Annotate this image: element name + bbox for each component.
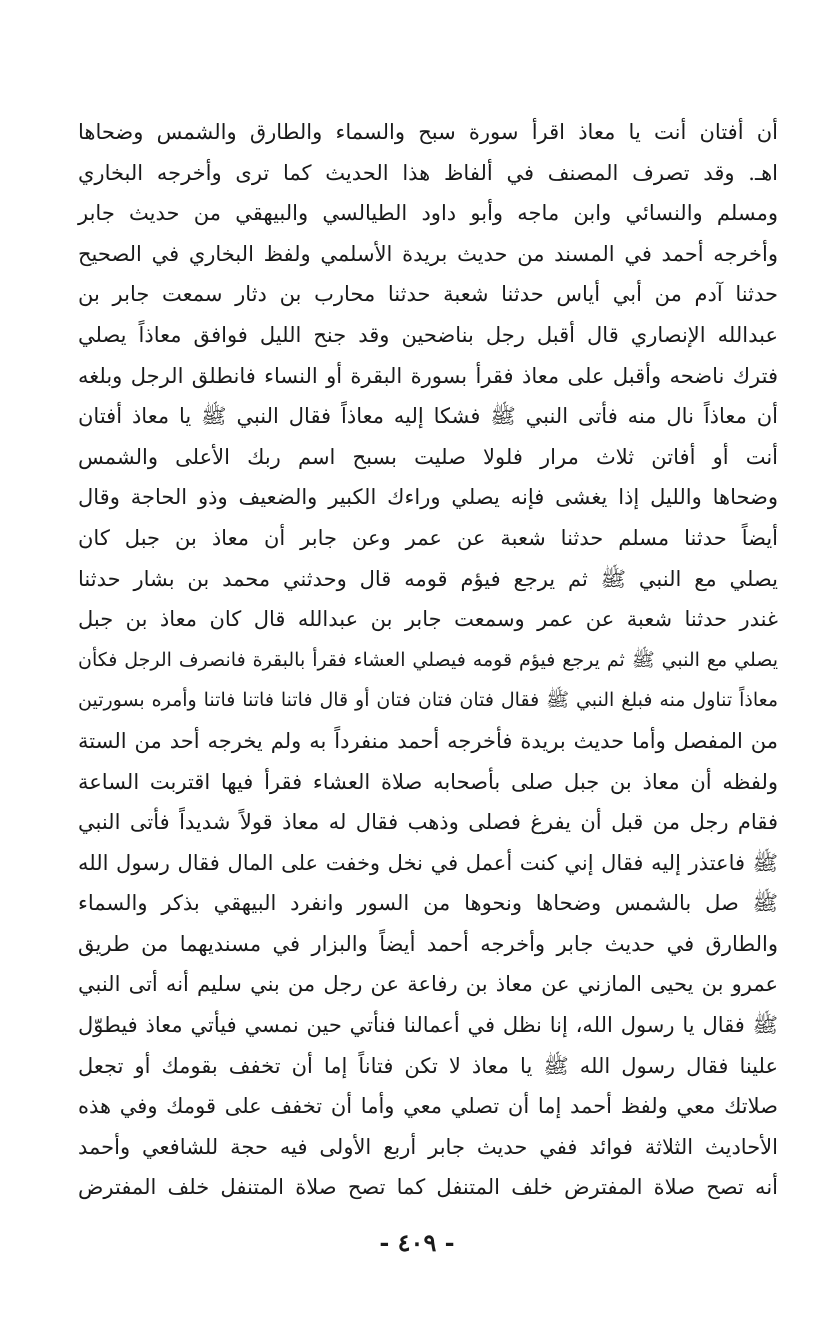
text-line: فقام رجل من قبل أن يفرغ فصلى وذهب فقال له معاذ قولاً شديداً فأتى النبي: [78, 810, 778, 835]
text-line: عمرو بن يحيى المازني عن معاذ بن رفاعة عن رجل من بني سليم أنه أتى النبي: [78, 972, 778, 997]
text-line: أيضاً حدثنا مسلم حدثنا شعبة عن عمر وعن جابر أن معاذ بن جبل كان: [78, 525, 778, 550]
text-line: من المفصل وأما حديث بريدة فأخرجه أحمد منفرداً به ولم يخرجه أحد من الستة: [78, 728, 778, 753]
text-line: ﷺ فقال يا رسول الله، إنا نظل في أعمالنا فنأتي حين نمسي فيأتي معاذ فيطوّل: [78, 1013, 778, 1038]
text-line: أن معاذاً نال منه فأتى النبي ﷺ فشكا إليه معاذاً فقال النبي ﷺ يا معاذ أفتان: [78, 404, 778, 429]
text-line: أن أفتان أنت يا معاذ اقرأ سورة سبح والسماء والطارق والشمس وضحاها: [78, 120, 778, 144]
text-line: معاذاً تناول منه فبلغ النبي ﷺ فقال فتان فتان فتان أو قال فاتنا فاتنا فاتنا وأمره بسورتين: [78, 689, 778, 712]
text-line: أنت أو أفاتن ثلاث مرار فلولا صليت بسبح اسم ربك الأعلى والشمس: [78, 444, 778, 469]
text-line: ﷺ صل بالشمس وضحاها ونحوها من السور وانفرد البيهقي بذكر والسماء: [78, 891, 778, 916]
text-line: حدثنا آدم من أبي أياس حدثنا شعبة حدثنا محارب بن دثار سمعت جابر بن: [78, 282, 778, 307]
text-line: صلاتك معي ولفظ أحمد إما أن تصلي معي وأما أن تخفف على قومك وفي هذه: [78, 1094, 778, 1119]
text-line: وضحاها والليل إذا يغشى فإنه يصلي وراءك الكبير والضعيف وذو الحاجة وقال: [78, 485, 778, 510]
text-line: ولفظه أن معاذ بن جبل صلى بأصحابه صلاة العشاء فقرأ فيها اقتربت الساعة: [78, 769, 778, 794]
text-line: الأحاديث الثلاثة فوائد ففي حديث جابر أربع الأولى فيه حجة للشافعي وأحمد: [78, 1134, 778, 1159]
body-text: [78, 112, 778, 1208]
text-line: علينا فقال رسول الله ﷺ يا معاذ لا تكن فتاناً إما أن تخفف بقومك أو تجعل: [78, 1053, 778, 1078]
text-line: عبدالله الإنصاري قال أقبل رجل بناضحين وقد جنح الليل فوافق معاذاً يصلي: [78, 322, 778, 347]
text-line: فترك ناضحه وأقبل على معاذ فقرأ بسورة البقرة أو النساء فانطلق الرجل وبلغه: [78, 363, 778, 388]
text-line: اهـ. وقد تصرف المصنف في ألفاظ هذا الحديث كما ترى وأخرجه البخاري: [78, 160, 778, 185]
text-line: غندر حدثنا شعبة عن عمر وسمعت جابر بن عبدالله قال كان معاذ بن جبل: [78, 607, 778, 632]
page-number: - ٤٠٩ -: [379, 1228, 455, 1257]
text-line: يصلي مع النبي ﷺ ثم يرجع فيؤم قومه فيصلي العشاء فقرأ بالبقرة فانصرف الرجل فكأن: [78, 648, 778, 671]
text-line: وأخرجه أحمد في المسند من حديث بريدة الأسلمي ولفظ البخاري في الصحيح: [78, 241, 778, 266]
text-line: ومسلم والنسائي وابن ماجه وأبو داود الطيالسي والبيهقي من حديث جابر: [78, 201, 778, 226]
text-line: والطارق في حديث جابر وأخرجه أحمد أيضاً والبزار في مسنديهما من طريق: [78, 931, 778, 956]
text-line: يصلي مع النبي ﷺ ثم يرجع فيؤم قومه قال وحدثني محمد بن بشار حدثنا: [78, 566, 778, 591]
text-line: ﷺ فاعتذر إليه فقال إني كنت أعمل في نخل وخفت على المال فقال رسول الله: [78, 850, 778, 875]
text-line: أنه تصح صلاة المفترض خلف المتنفل كما تصح صلاة المتنفل خلف المفترض: [78, 1175, 778, 1200]
